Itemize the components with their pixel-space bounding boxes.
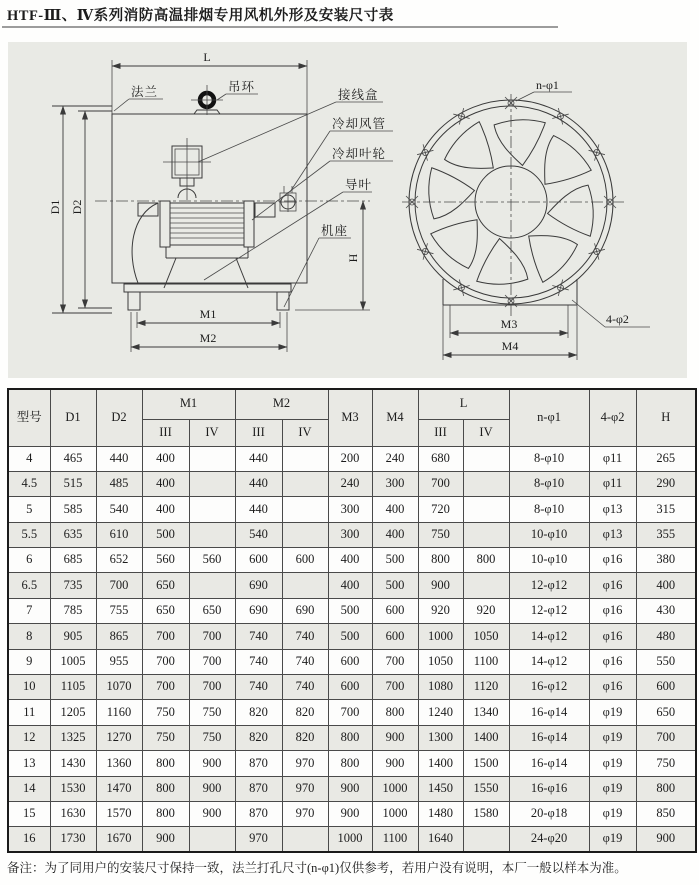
- table-cell: 16-φ12: [509, 675, 589, 700]
- table-cell: 1400: [463, 725, 509, 750]
- table-cell: 600: [372, 598, 418, 623]
- table-cell: 740: [282, 624, 328, 649]
- table-cell: 900: [636, 827, 696, 852]
- table-cell: 500: [328, 624, 372, 649]
- table-cell: 652: [96, 548, 142, 573]
- table-cell: 12: [8, 725, 50, 750]
- table-cell: 900: [372, 751, 418, 776]
- table-cell: 1000: [328, 827, 372, 852]
- table-cell: 14-φ12: [509, 649, 589, 674]
- table-cell: 720: [418, 497, 463, 522]
- table-cell: φ11: [589, 446, 636, 471]
- table-cell: 600: [282, 548, 328, 573]
- table-cell: 1300: [418, 725, 463, 750]
- table-cell: 400: [328, 548, 372, 573]
- table-cell: φ19: [589, 801, 636, 826]
- guide-vane-label: 导叶: [345, 178, 373, 192]
- table-cell: [463, 827, 509, 852]
- table-row: [8, 522, 696, 547]
- table-cell: 7: [8, 598, 50, 623]
- table-row: [8, 725, 696, 750]
- table-cell: 920: [463, 598, 509, 623]
- dim-D1-label: D1: [48, 199, 62, 215]
- table-cell: 5: [8, 497, 50, 522]
- table-cell: 315: [636, 497, 696, 522]
- table-cell: 560: [189, 548, 235, 573]
- table-cell: 300: [328, 522, 372, 547]
- table-cell: 1340: [463, 700, 509, 725]
- table-cell: 300: [372, 471, 418, 496]
- lifting-ring: [191, 85, 223, 115]
- table-cell: φ16: [589, 573, 636, 598]
- table-cell: φ19: [589, 725, 636, 750]
- col-m2-iii: III: [235, 419, 282, 446]
- footnote: 备注：为了同用户的安装尺寸保持一致，法兰打孔尺寸(n-φ1)仅供参考，若用户没有说明，本厂一般以样本为准。: [7, 861, 627, 875]
- table-cell: 440: [235, 446, 282, 471]
- dim-H: [295, 201, 370, 310]
- table-cell: 1670: [96, 827, 142, 852]
- table-cell: [189, 446, 235, 471]
- col-m2: M2: [235, 389, 328, 419]
- table-cell: φ13: [589, 522, 636, 547]
- table-cell: 10-φ10: [509, 522, 589, 547]
- table-cell: 650: [142, 598, 189, 623]
- col-4-phi2: 4-φ2: [589, 389, 636, 446]
- table-cell: 400: [372, 522, 418, 547]
- table-cell: 1270: [96, 725, 142, 750]
- table-cell: 1005: [50, 649, 96, 674]
- table-cell: 20-φ18: [509, 801, 589, 826]
- table-cell: 1450: [418, 776, 463, 801]
- table-cell: 650: [142, 573, 189, 598]
- table-cell: 12-φ12: [509, 573, 589, 598]
- table-cell: 485: [96, 471, 142, 496]
- table-cell: [189, 522, 235, 547]
- table-cell: 16: [8, 827, 50, 852]
- table-cell: 1100: [372, 827, 418, 852]
- table-header: [8, 389, 696, 446]
- table-cell: 800: [142, 801, 189, 826]
- table-cell: 6.5: [8, 573, 50, 598]
- table-cell: 600: [328, 649, 372, 674]
- table-cell: 9: [8, 649, 50, 674]
- front-view: [402, 78, 650, 360]
- table-cell: 440: [235, 497, 282, 522]
- table-cell: 12-φ12: [509, 598, 589, 623]
- table-cell: 1105: [50, 675, 96, 700]
- table-cell: [463, 471, 509, 496]
- table-cell: 800: [142, 751, 189, 776]
- dim-M4-label: M4: [501, 339, 519, 353]
- lifting-ring-label: 吊环: [228, 80, 256, 94]
- table-cell: 740: [235, 675, 282, 700]
- table-cell: 900: [189, 776, 235, 801]
- table-cell: 870: [235, 751, 282, 776]
- table-cell: 700: [189, 649, 235, 674]
- table-cell: 900: [372, 725, 418, 750]
- table-cell: 400: [142, 446, 189, 471]
- table-cell: 800: [418, 548, 463, 573]
- table-cell: 920: [418, 598, 463, 623]
- table-cell: 515: [50, 471, 96, 496]
- table-cell: 750: [636, 751, 696, 776]
- table-cell: 1730: [50, 827, 96, 852]
- table-cell: 8-φ10: [509, 446, 589, 471]
- table-cell: 540: [235, 522, 282, 547]
- table-row: [8, 675, 696, 700]
- table-cell: 400: [142, 497, 189, 522]
- table-cell: 700: [372, 649, 418, 674]
- dim-L-label: L: [203, 50, 211, 64]
- technical-drawing: [8, 42, 687, 378]
- dim-H-label: H: [346, 253, 360, 263]
- table-row: [8, 446, 696, 471]
- table-cell: φ19: [589, 700, 636, 725]
- cooling-duct-label: 冷却风管: [332, 117, 387, 131]
- table-cell: 650: [636, 700, 696, 725]
- table-cell: [189, 471, 235, 496]
- table-cell: 1500: [463, 751, 509, 776]
- table-cell: 400: [328, 573, 372, 598]
- table-cell: [463, 446, 509, 471]
- table-cell: 480: [636, 624, 696, 649]
- table-cell: 1000: [372, 801, 418, 826]
- table-cell: 14-φ12: [509, 624, 589, 649]
- table-row: [8, 649, 696, 674]
- table-cell: 500: [328, 598, 372, 623]
- table-cell: 690: [282, 598, 328, 623]
- table-cell: 1070: [96, 675, 142, 700]
- table-cell: 700: [418, 471, 463, 496]
- table-cell: 16-φ14: [509, 751, 589, 776]
- pedestal: [124, 203, 291, 310]
- dim-D2: [70, 111, 85, 308]
- table-cell: 1640: [418, 827, 463, 852]
- table-cell: 820: [235, 725, 282, 750]
- table-cell: 355: [636, 522, 696, 547]
- table-cell: 1480: [418, 801, 463, 826]
- table-cell: 700: [142, 624, 189, 649]
- table-cell: 11: [8, 700, 50, 725]
- table-cell: 24-φ20: [509, 827, 589, 852]
- n-phi1-label: n-φ1: [536, 78, 559, 92]
- table-cell: [282, 471, 328, 496]
- col-l: L: [418, 389, 509, 419]
- table-cell: 14: [8, 776, 50, 801]
- table-cell: 970: [282, 776, 328, 801]
- col-model: 型号: [8, 389, 50, 446]
- table-cell: [463, 497, 509, 522]
- table-cell: 5.5: [8, 522, 50, 547]
- table-cell: 820: [282, 700, 328, 725]
- table-row: [8, 827, 696, 852]
- col-m1-iv: IV: [189, 419, 235, 446]
- table-cell: 800: [372, 700, 418, 725]
- table-cell: 700: [142, 675, 189, 700]
- table-cell: 870: [235, 801, 282, 826]
- table-cell: 600: [636, 675, 696, 700]
- table-cell: 380: [636, 548, 696, 573]
- table-cell: 550: [636, 649, 696, 674]
- table-cell: 870: [235, 776, 282, 801]
- table-cell: 1160: [96, 700, 142, 725]
- dim-D2-label: D2: [70, 199, 84, 215]
- table-cell: [189, 497, 235, 522]
- table-row: [8, 751, 696, 776]
- table-cell: 1630: [50, 801, 96, 826]
- table-cell: 200: [328, 446, 372, 471]
- table-cell: 900: [189, 801, 235, 826]
- table-cell: 400: [142, 471, 189, 496]
- table-cell: 1430: [50, 751, 96, 776]
- dimension-table: [7, 388, 697, 853]
- table-cell: φ13: [589, 497, 636, 522]
- table-cell: 560: [142, 548, 189, 573]
- table-cell: 290: [636, 471, 696, 496]
- table-body: [8, 446, 696, 852]
- table-cell: 800: [636, 776, 696, 801]
- table-cell: [282, 522, 328, 547]
- table-cell: [282, 827, 328, 852]
- table-cell: 1120: [463, 675, 509, 700]
- dim-M1: [137, 307, 280, 328]
- table-cell: 540: [96, 497, 142, 522]
- table-cell: 500: [372, 573, 418, 598]
- table-row: [8, 776, 696, 801]
- table-cell: 970: [282, 751, 328, 776]
- table-cell: 600: [235, 548, 282, 573]
- side-view: [48, 50, 393, 352]
- table-cell: 1360: [96, 751, 142, 776]
- table-cell: 700: [96, 573, 142, 598]
- table-cell: 690: [235, 598, 282, 623]
- table-cell: 970: [282, 801, 328, 826]
- table-cell: 1580: [463, 801, 509, 826]
- table-cell: 16-φ14: [509, 700, 589, 725]
- table-cell: 865: [96, 624, 142, 649]
- col-m3: M3: [328, 389, 372, 446]
- table-cell: 740: [235, 649, 282, 674]
- table-row: [8, 801, 696, 826]
- table-cell: 750: [418, 522, 463, 547]
- col-m1-iii: III: [142, 419, 189, 446]
- table-cell: 240: [372, 446, 418, 471]
- table-cell: 4: [8, 446, 50, 471]
- table-cell: φ16: [589, 624, 636, 649]
- table-cell: φ16: [589, 598, 636, 623]
- table-cell: 440: [96, 446, 142, 471]
- col-h: H: [636, 389, 696, 446]
- col-d1: D1: [50, 389, 96, 446]
- table-cell: φ16: [589, 675, 636, 700]
- dim-L: [112, 50, 307, 66]
- table-cell: 735: [50, 573, 96, 598]
- table-cell: 685: [50, 548, 96, 573]
- page-title: HTF-Ⅲ、Ⅳ系列消防高温排烟专用风机外形及安装尺寸表: [7, 8, 394, 24]
- motor: [160, 201, 254, 247]
- table-cell: 740: [282, 675, 328, 700]
- table-cell: [189, 827, 235, 852]
- table-cell: 900: [418, 573, 463, 598]
- table-cell: 1000: [372, 776, 418, 801]
- table-cell: φ19: [589, 751, 636, 776]
- dim-4-phi2: [572, 300, 650, 327]
- table-cell: 700: [372, 675, 418, 700]
- table-cell: 600: [372, 624, 418, 649]
- table-cell: 955: [96, 649, 142, 674]
- col-d2: D2: [96, 389, 142, 446]
- table-cell: 500: [142, 522, 189, 547]
- table-cell: 690: [235, 573, 282, 598]
- table-cell: φ19: [589, 827, 636, 852]
- table-cell: 970: [235, 827, 282, 852]
- dim-M1-label: M1: [199, 307, 217, 321]
- table-cell: 465: [50, 446, 96, 471]
- table-cell: 900: [328, 801, 372, 826]
- table-cell: 740: [282, 649, 328, 674]
- table-cell: [189, 573, 235, 598]
- table-cell: 785: [50, 598, 96, 623]
- table-cell: 820: [235, 700, 282, 725]
- table-cell: 1000: [418, 624, 463, 649]
- table-cell: 905: [50, 624, 96, 649]
- table-cell: 400: [372, 497, 418, 522]
- table-cell: 440: [235, 471, 282, 496]
- junction-box: [163, 138, 211, 200]
- drawing-panel: [8, 42, 687, 378]
- four-phi2-label: 4-φ2: [606, 312, 629, 326]
- table-cell: 755: [96, 598, 142, 623]
- table-cell: 700: [636, 725, 696, 750]
- dim-M2-label: M2: [199, 331, 217, 345]
- junction-box-label: 接线盒: [338, 88, 379, 102]
- table-cell: 820: [282, 725, 328, 750]
- table-cell: 700: [328, 700, 372, 725]
- table-cell: 610: [96, 522, 142, 547]
- dim-M4: [443, 305, 577, 360]
- table-cell: φ11: [589, 471, 636, 496]
- col-m4: M4: [372, 389, 418, 446]
- table-row: [8, 471, 696, 496]
- dim-M3-label: M3: [500, 317, 518, 331]
- table-cell: φ16: [589, 548, 636, 573]
- table-cell: [463, 522, 509, 547]
- table-row: [8, 598, 696, 623]
- table-cell: 650: [189, 598, 235, 623]
- table-cell: φ16: [589, 649, 636, 674]
- table-cell: 15: [8, 801, 50, 826]
- table-cell: 800: [142, 776, 189, 801]
- table-cell: 750: [142, 725, 189, 750]
- table-row: [8, 548, 696, 573]
- dim-D1: [48, 106, 63, 313]
- table-cell: 700: [189, 675, 235, 700]
- table-cell: 700: [142, 649, 189, 674]
- table-cell: 1050: [418, 649, 463, 674]
- base-label: 机座: [321, 224, 349, 238]
- table-cell: 1400: [418, 751, 463, 776]
- table-cell: 16-φ14: [509, 725, 589, 750]
- table-cell: 1530: [50, 776, 96, 801]
- table-cell: 900: [328, 776, 372, 801]
- table-cell: 6: [8, 548, 50, 573]
- table-cell: 1205: [50, 700, 96, 725]
- table-cell: 1050: [463, 624, 509, 649]
- table-cell: 8-φ10: [509, 471, 589, 496]
- table-cell: [282, 446, 328, 471]
- table-cell: 500: [372, 548, 418, 573]
- table-cell: 750: [142, 700, 189, 725]
- table-cell: 750: [189, 725, 235, 750]
- table-cell: 4.5: [8, 471, 50, 496]
- table-cell: 13: [8, 751, 50, 776]
- col-n-phi1: n-φ1: [509, 389, 589, 446]
- table-cell: 1100: [463, 649, 509, 674]
- table-cell: 585: [50, 497, 96, 522]
- table-cell: 1550: [463, 776, 509, 801]
- table-cell: 430: [636, 598, 696, 623]
- col-m1: M1: [142, 389, 235, 419]
- table-row: [8, 700, 696, 725]
- table-cell: 800: [328, 725, 372, 750]
- table-cell: 750: [189, 700, 235, 725]
- table-cell: 900: [142, 827, 189, 852]
- table-cell: 8-φ10: [509, 497, 589, 522]
- table-cell: 240: [328, 471, 372, 496]
- table-cell: 400: [636, 573, 696, 598]
- table-cell: 700: [189, 624, 235, 649]
- flange-label: 法兰: [131, 85, 159, 99]
- table-cell: [282, 497, 328, 522]
- table-cell: [282, 573, 328, 598]
- table-cell: 680: [418, 446, 463, 471]
- table-cell: 1240: [418, 700, 463, 725]
- table-cell: 850: [636, 801, 696, 826]
- table-cell: 300: [328, 497, 372, 522]
- table-cell: 1470: [96, 776, 142, 801]
- table-cell: 740: [235, 624, 282, 649]
- table-row: [8, 624, 696, 649]
- table-cell: 635: [50, 522, 96, 547]
- table-cell: 1570: [96, 801, 142, 826]
- table-cell: [463, 573, 509, 598]
- table-cell: 8: [8, 624, 50, 649]
- table-cell: 800: [463, 548, 509, 573]
- table-cell: 1080: [418, 675, 463, 700]
- table-cell: 16-φ16: [509, 776, 589, 801]
- table-cell: φ19: [589, 776, 636, 801]
- cooling-assembly: [279, 186, 297, 212]
- title-rule: [2, 26, 558, 28]
- table-cell: 265: [636, 446, 696, 471]
- table-cell: 10-φ10: [509, 548, 589, 573]
- table-cell: 800: [328, 751, 372, 776]
- col-m2-iv: IV: [282, 419, 328, 446]
- table-cell: 600: [328, 675, 372, 700]
- cooling-impeller-label: 冷却叶轮: [332, 147, 387, 161]
- col-l-iii: III: [418, 419, 463, 446]
- col-l-iv: IV: [463, 419, 509, 446]
- dim-M3: [450, 305, 568, 338]
- dim-n-phi1: [516, 78, 572, 101]
- table-cell: 1325: [50, 725, 96, 750]
- table-cell: 10: [8, 675, 50, 700]
- table-row: [8, 497, 696, 522]
- table-cell: 900: [189, 751, 235, 776]
- table-row: [8, 573, 696, 598]
